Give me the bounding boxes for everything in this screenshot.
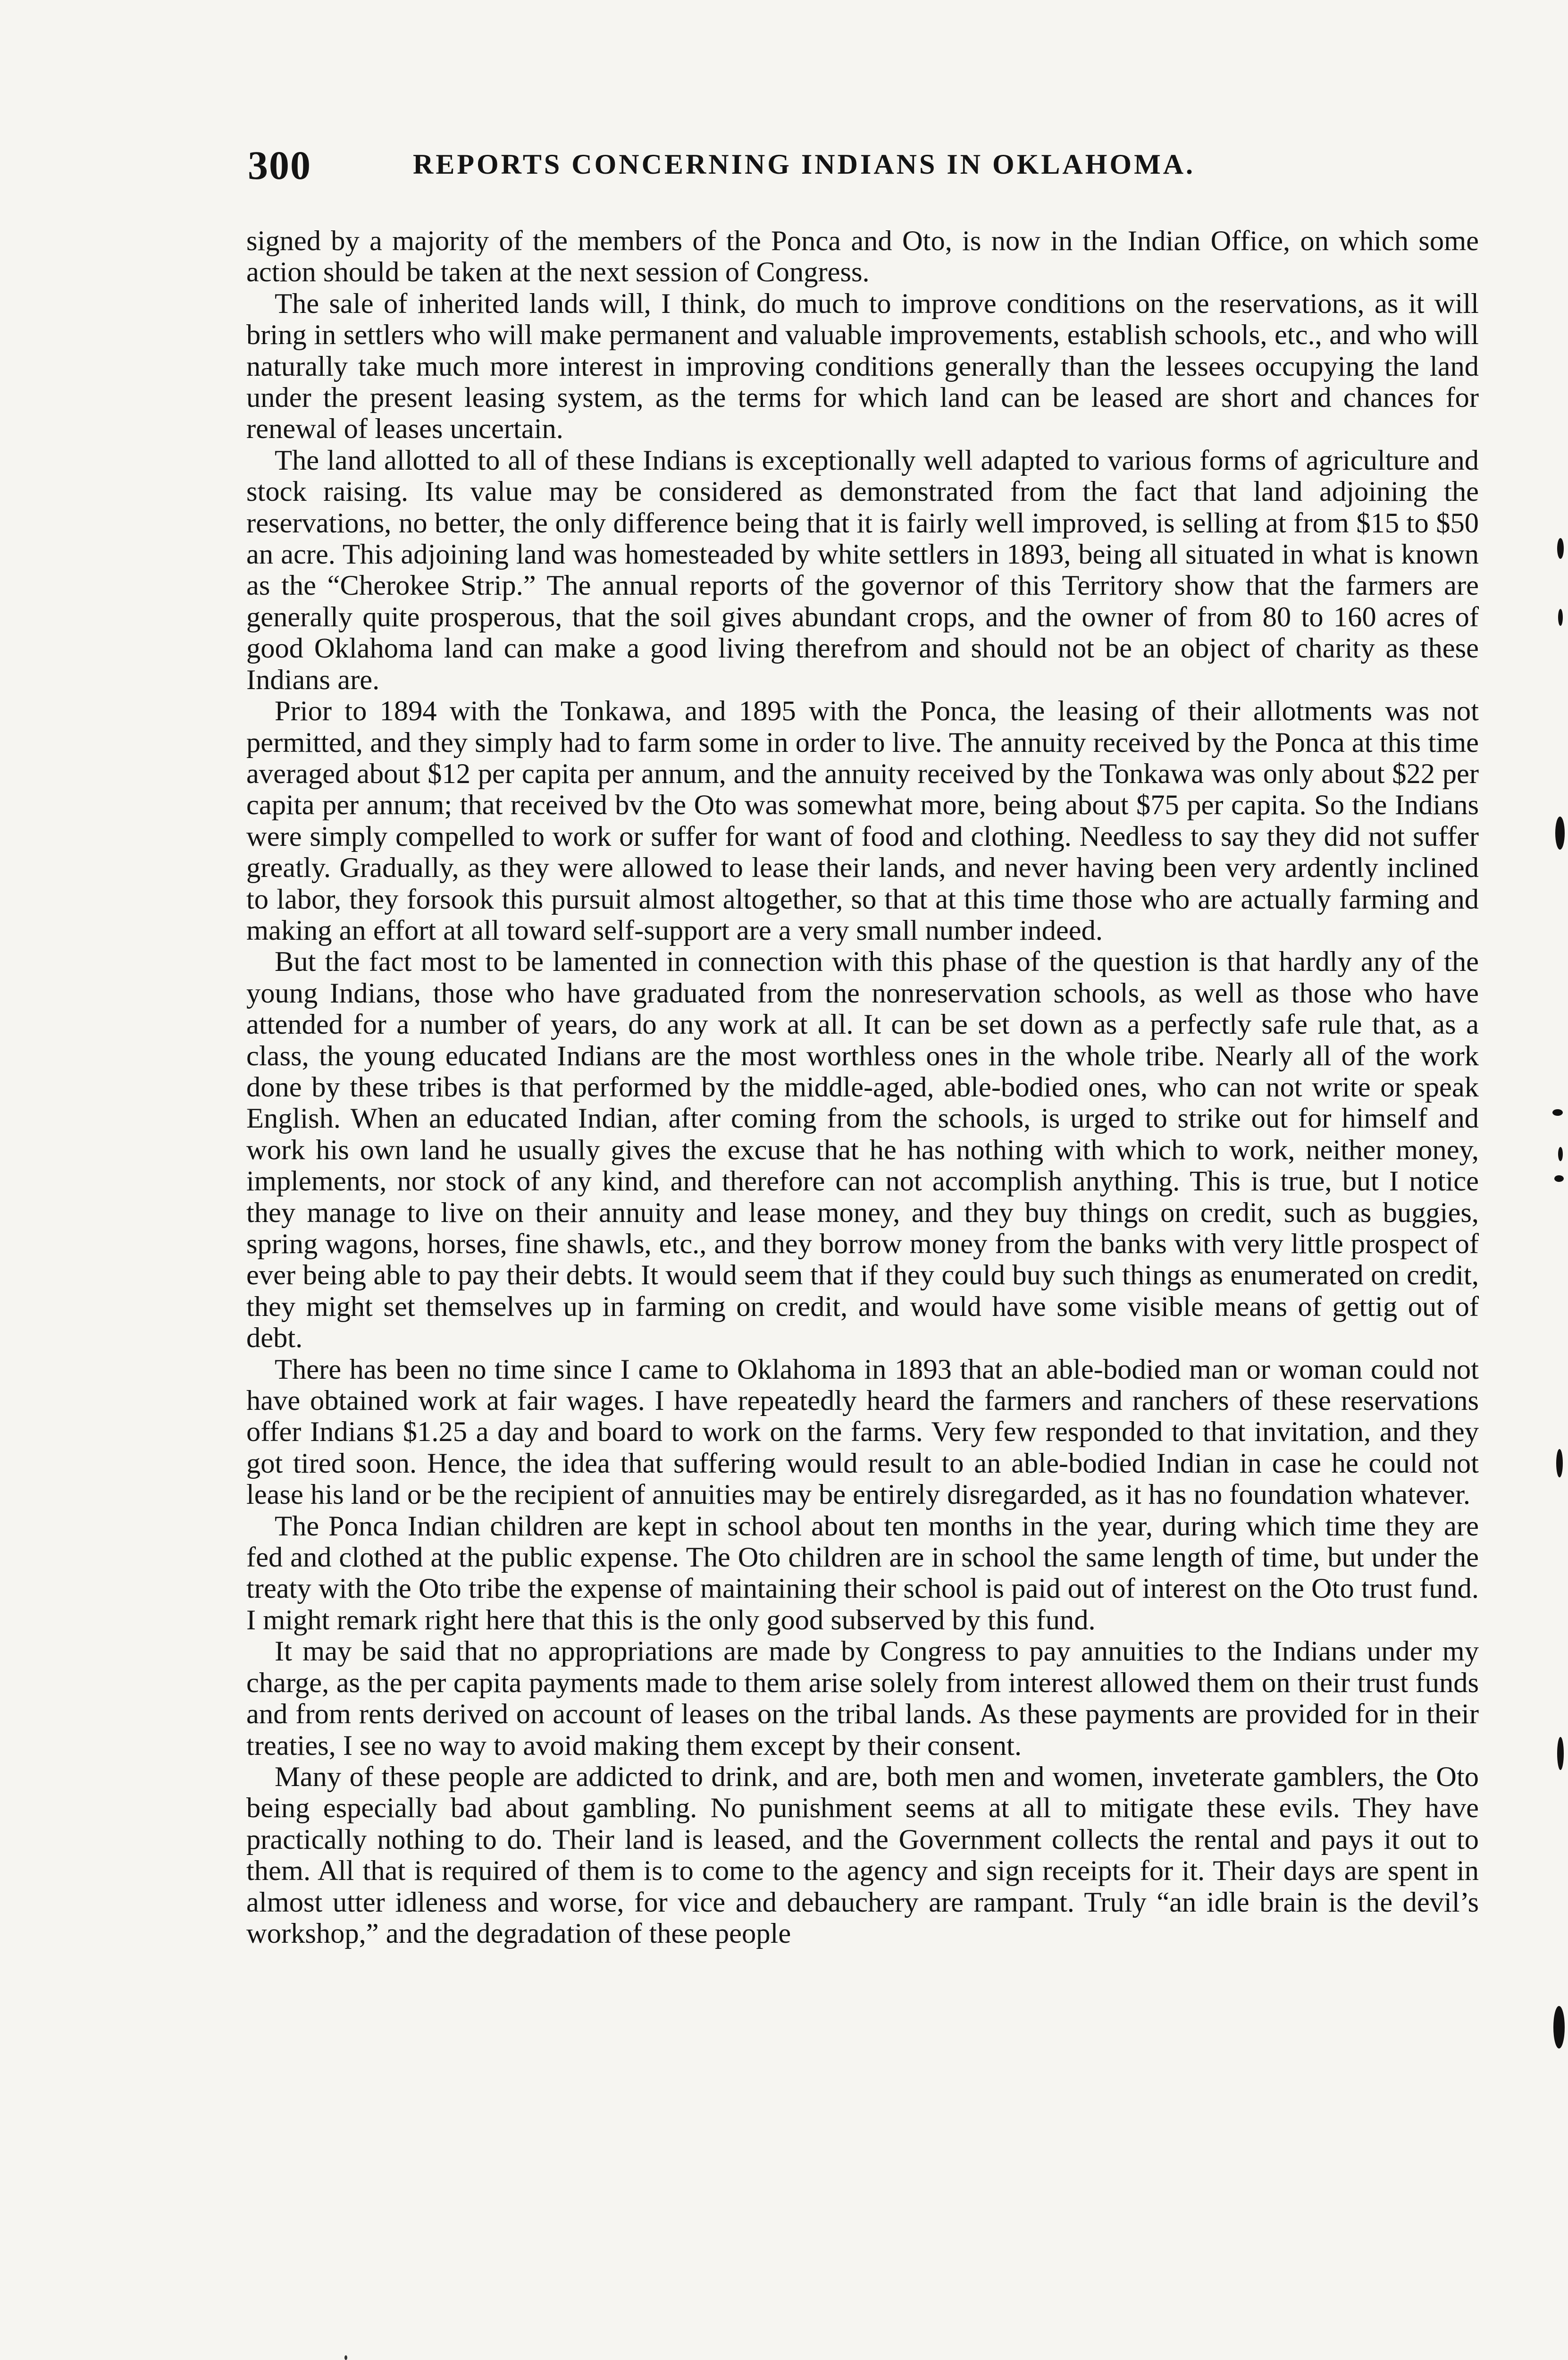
paragraph-1: signed by a majority of the members of the Ponca and Oto, is now in the Indian Office, on which some action should be taken at the next session of Congress.	[246, 225, 1479, 288]
paragraph-7: The Ponca Indian children are kept in school about ten months in the year, during which time they are fed and clothed at the public expense. The Oto children are in school the same length of time, but under the treaty with the Oto tribe the expense of maintaining their school is paid out of interest on the Oto trust fund. I might remark right here that this is the only good subserved by this fund.	[246, 1510, 1479, 1636]
edge-mark	[1553, 2006, 1565, 2048]
edge-mark	[1558, 609, 1563, 626]
running-head: REPORTS CONCERNING INDIANS IN OKLAHOMA.	[413, 149, 1196, 180]
paragraph-9: Many of these people are addicted to drink, and are, both men and women, inveterate gamblers, the Oto being especially bad about gambling. No punishment seems at all to mitigate these evils. They have practically nothing to do. Their land is leased, and the Government collects the rental and pays it out to them. All that is required of them is to come to the agency and sign receipts for it. Their days are spent in almost utter idleness and worse, for vice and debauchery are rampant. Truly “an idle brain is the devil’s workshop,” and the degradation of these people	[246, 1761, 1479, 1949]
edge-mark	[1557, 538, 1564, 559]
paragraph-4: Prior to 1894 with the Tonkawa, and 1895 with the Ponca, the leasing of their allotments was not permitted, and they simply had to farm some in order to live. The annuity received by the Ponca at this time averaged about $12 per capita per annum, and the annuity received by the Tonkawa was only about $22 per capita per annum; that received bv the Oto was somewhat more, being about $75 per capita. So the Indians were simply compelled to work or suffer for want of food and clothing. Needless to say they did not suffer greatly. Gradually, as they were allowed to lease their lands, and never having been very ardently inclined to labor, they forsook this pursuit almost altogether, so that at this time those who are actually farming and making an effort at all toward self-support are a very small number indeed.	[246, 695, 1479, 946]
edge-mark	[1552, 1109, 1563, 1116]
page-header	[248, 142, 1484, 194]
speck	[344, 2355, 347, 2360]
edge-mark	[1557, 1737, 1564, 1770]
edge-mark	[1556, 1449, 1563, 1477]
paragraph-6: There has been no time since I came to Oklahoma in 1893 that an able-bodied man or woman could not have obtained work at fair wages. I have repeatedly heard the farmers and ranchers of these reservations offer Indians $1.25 a day and board to work on the farms. Very few responded to that invitation, and they got tired soon. Hence, the idea that suffering would result to an able-bodied Indian in case he could not lease his land or be the recipient of annuities may be entirely disregarded, as it has no foundation whatever.	[246, 1353, 1479, 1511]
paragraph-8: It may be said that no appropriations are made by Congress to pay annuities to the Indians under my charge, as the per capita payments made to them arise solely from interest allowed them on their trust funds and from rents derived on account of leases on the tribal lands. As these payments are provided for in their treaties, I see no way to avoid making them except by their consent.	[246, 1635, 1479, 1762]
edge-mark	[1554, 1175, 1564, 1182]
edge-mark	[1555, 817, 1565, 850]
paragraph-2: The sale of inherited lands will, I think, do much to improve conditions on the reservations, as it will bring in settlers who will make permanent and valuable improvements, establish schools, etc., and who will naturally take much more interest in improving conditions generally than the lessees occupying the land under the present leasing system, as the terms for which land can be leased are short and chances for renewal of leases uncertain.	[246, 287, 1479, 445]
edge-mark	[1558, 1147, 1563, 1161]
paragraph-3: The land allotted to all of these Indians is exceptionally well adapted to various forms of agriculture and stock raising. Its value may be considered as demonstrated from the fact that land adjoining the reservations, no better, the only difference being that it is fairly well improved, is selling at from $15 to $50 an acre. This adjoining land was homesteaded by white settlers in 1893, being all situated in what is known as the “Cherokee Strip.” The annual reports of the governor of this Territory show that the farmers are generally quite prosperous, that the soil gives abundant crops, and the owner of from 80 to 160 acres of good Oklahoma land can make a good living therefrom and should not be an object of charity as these Indians are.	[246, 444, 1479, 696]
page-number: 300	[248, 143, 311, 188]
body-text	[246, 226, 1479, 1949]
paragraph-5: But the fact most to be lamented in connection with this phase of the question is that hardly any of the young Indians, those who have graduated from the nonreservation schools, as well as those who have attended for a number of years, do any work at all. It can be set down as a perfectly safe rule that, as a class, the young educated Indians are the most worthless ones in the whole tribe. Nearly all of the work done by these tribes is that performed by the middle-aged, able-bodied ones, who can not write or speak English. When an educated Indian, after coming from the schools, is urged to strike out for himself and work his own land he usually gives the excuse that he has nothing with which to work, neither money, implements, nor stock of any kind, and therefore can not accomplish anything. This is true, but I notice they manage to live on their annuity and lease money, and they buy things on credit, such as buggies, spring wagons, horses, fine shawls, etc., and they borrow money from the banks with very little prospect of ever being able to pay their debts. It would seem that if they could buy such things as enumerated on credit, they might set themselves up in farming on credit, and would have some visible means of gettig out of debt.	[246, 946, 1479, 1354]
